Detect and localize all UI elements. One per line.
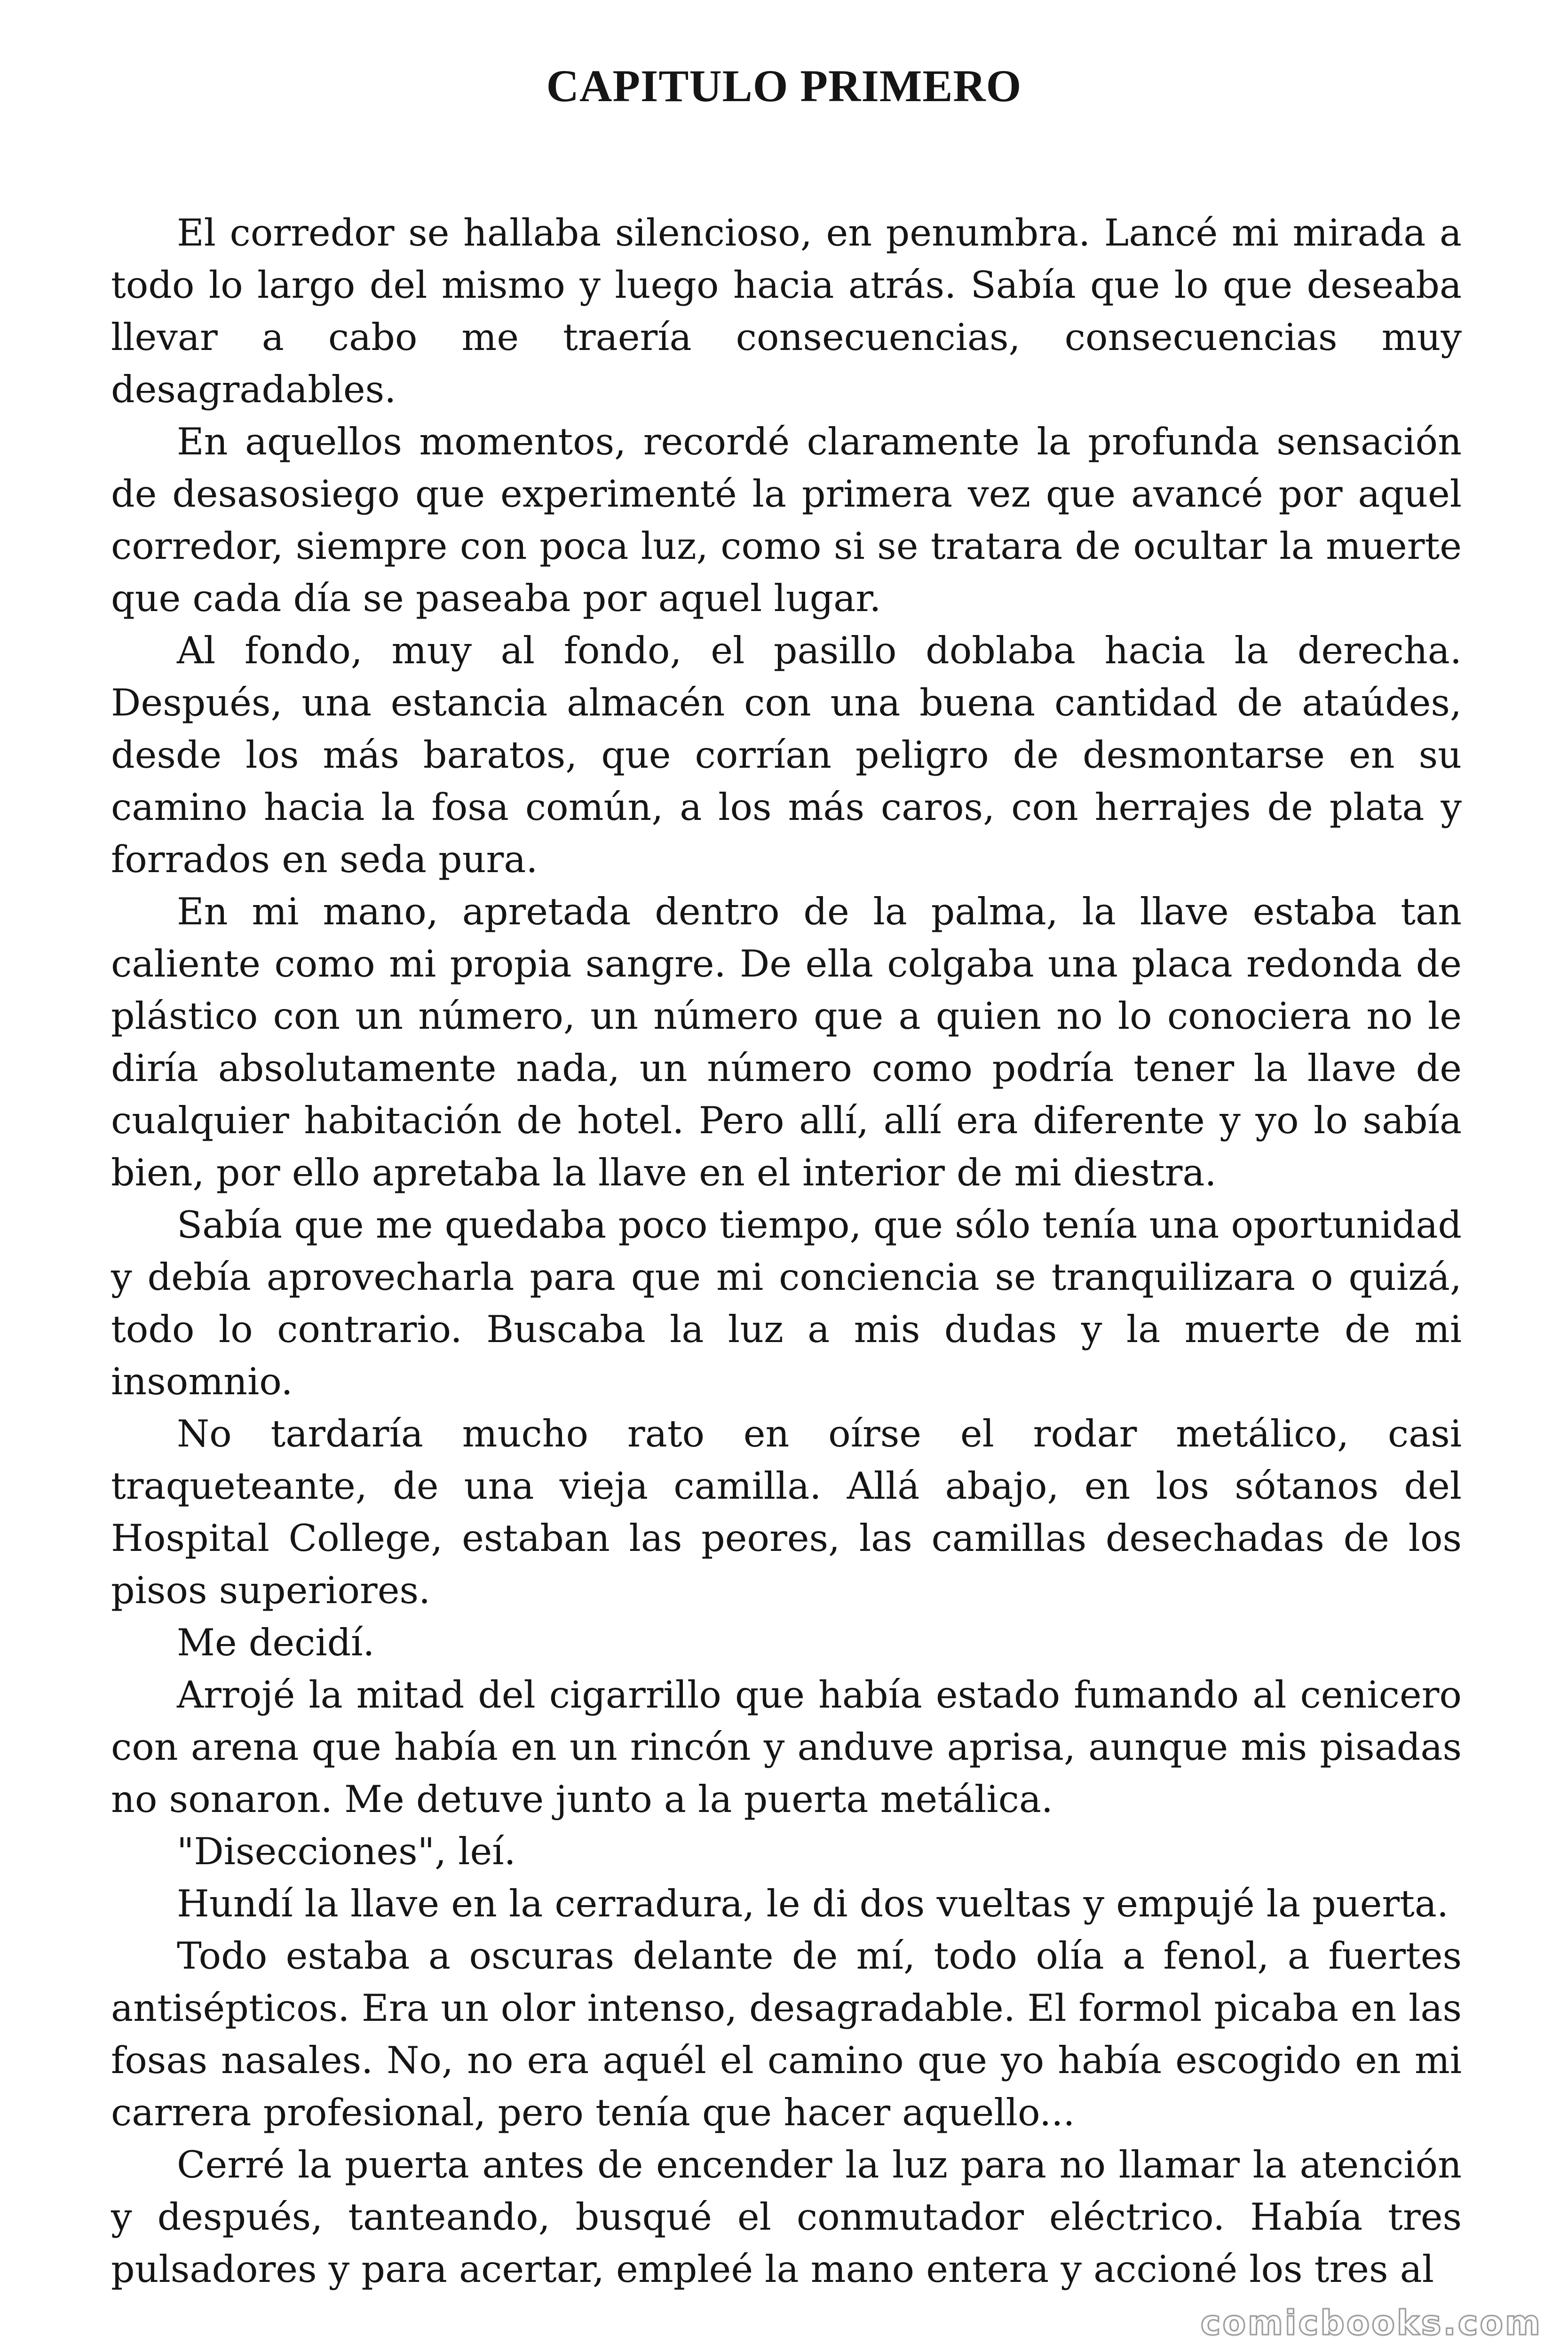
- paragraph: El corredor se hallaba silencioso, en penumbra. Lancé mi mirada a todo lo largo del mismo y luego hacia atrás. Sabía que lo que deseaba llevar a cabo me traería consecuencias, consecuencias muy desagradables.: [111, 211, 1462, 411]
- watermark: comicbooks.com: [1200, 2303, 1542, 2343]
- chapter-body: [111, 207, 1462, 2296]
- paragraph: No tardaría mucho rato en oírse el rodar metálico, casi traqueteante, de una vieja camilla. Allá abajo, en los sótanos del Hospital College, estaban las peores, las camillas desechadas de los pisos superiores.: [111, 1412, 1462, 1612]
- paragraph: Al fondo, muy al fondo, el pasillo doblaba hacia la derecha. Después, una estancia almacén con una buena cantidad de ataúdes, desde los más baratos, que corrían peligro de desmontarse en su camino hacia la fosa común, a los más caros, con herrajes de plata y forrados en seda pura.: [111, 629, 1462, 881]
- paragraph: Arrojé la mitad del cigarrillo que había estado fumando al cenicero con arena que había en un rincón y anduve aprisa, aunque mis pisadas no sonaron. Me detuve junto a la puerta metálica.: [111, 1673, 1462, 1821]
- paragraph: Todo estaba a oscuras delante de mí, todo olía a fenol, a fuertes antisépticos. Era un olor intenso, desagradable. El formol picaba en las fosas nasales. No, no era aquél el camino que yo había escogido en mi carrera profesional, pero tenía que hacer aquello...: [111, 1934, 1462, 2134]
- paragraph: Me decidí.: [177, 1621, 375, 1664]
- paragraph: "Disecciones", leí.: [177, 1830, 516, 1873]
- paragraph: Cerré la puerta antes de encender la luz para no llamar la atención y después, tanteando, busqué el conmutador eléctrico. Había tres pulsadores y para acertar, empleé la mano entera y accioné los tres al: [111, 2143, 1462, 2291]
- paragraph: Sabía que me quedaba poco tiempo, que sólo tenía una oportunidad y debía aprovecharla para que mi conciencia se tranquilizara o quizá, todo lo contrario. Buscaba la luz a mis dudas y la muerte de mi insomnio.: [111, 1203, 1462, 1403]
- paragraph: En aquellos momentos, recordé claramente la profunda sensación de desasosiego que experimenté la primera vez que avancé por aquel corredor, siempre con poca luz, como si se tratara de ocultar la muerte que cada día se paseaba por aquel lugar.: [111, 420, 1462, 620]
- chapter-title: CAPITULO PRIMERO: [546, 61, 1022, 111]
- paragraph: En mi mano, apretada dentro de la palma, la llave estaba tan caliente como mi propia sangre. De ella colgaba una placa redonda de plástico con un número, un número que a quien no lo conociera no le diría absolutamente nada, un número como podría tener la llave de cualquier habitación de hotel. Pero allí, allí era diferente y yo lo sabía bien, por ello apretaba la llave en el interior de mi diestra.: [111, 890, 1462, 1194]
- paragraph: Hundí la llave en la cerradura, le di dos vueltas y empujé la puerta.: [177, 1882, 1449, 1925]
